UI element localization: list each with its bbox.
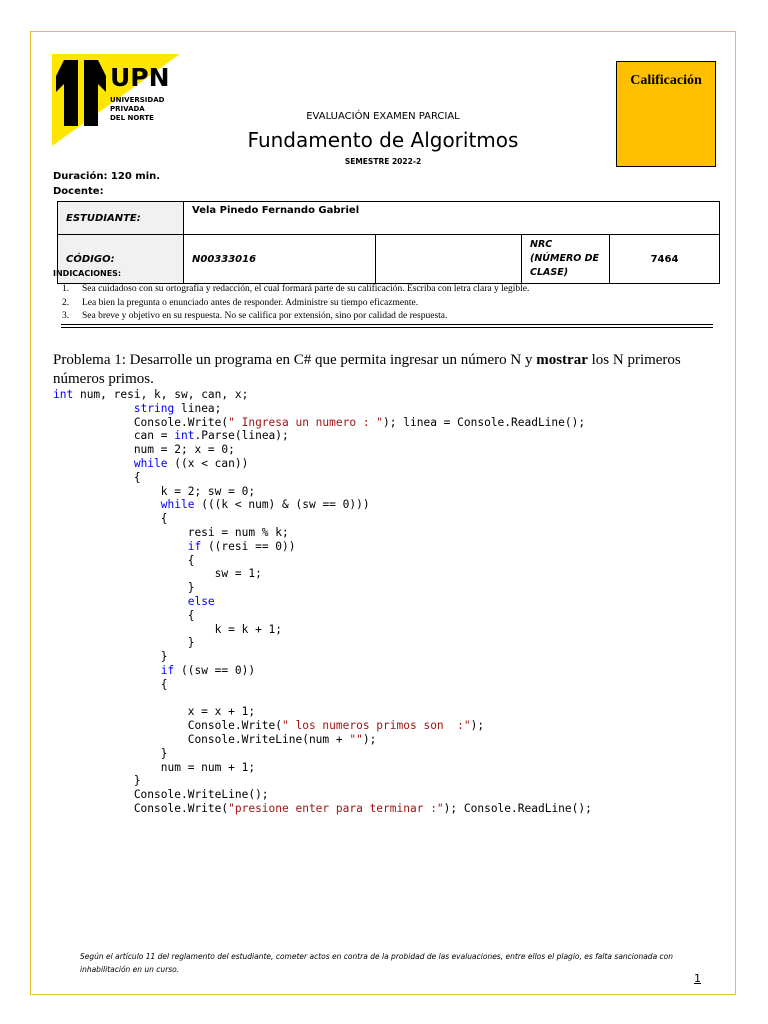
problem-bold-word: mostrar: [536, 352, 588, 368]
code-text: k = k + 1;: [53, 622, 283, 636]
empty-cell: [376, 235, 522, 284]
code-text: }: [53, 650, 168, 664]
logo-upn-text: UPN: [110, 63, 170, 92]
code-text: x = x + 1;: [53, 705, 256, 719]
code-line: [53, 802, 592, 816]
code-text: ((resi == 0)): [201, 539, 296, 553]
code-text: linea;: [174, 401, 222, 415]
code-text: [53, 402, 134, 415]
code-string: " Ingresa un numero : ": [228, 415, 384, 429]
instruction-number: 2.: [62, 297, 70, 308]
code-line: [53, 678, 592, 692]
code-text: );: [470, 719, 485, 733]
nrc-label: NRC (NÚMERO DE CLASE): [522, 235, 610, 284]
code-line: [53, 609, 592, 623]
code-text: (((k < num) & (sw == 0))): [194, 498, 370, 512]
code-text: }: [53, 581, 195, 595]
teacher-label: Docente:: [53, 186, 104, 197]
divider-line-top: [61, 324, 713, 325]
code-line: [53, 429, 592, 443]
code-line: [53, 719, 592, 733]
code-line: [53, 416, 592, 430]
code-text: k = 2; sw = 0;: [53, 484, 256, 498]
footer-note: Según el artículo 11 del reglamento del estudiante, cometer actos en contra de la probidad de las evaluaciones, entre ellos el plagio, es falta sancionada con inhabilitación en un curso.: [80, 952, 674, 974]
code-text: {: [53, 512, 168, 526]
code-line: [53, 788, 592, 802]
code-line: [53, 567, 592, 581]
divider-line-bottom: [61, 327, 713, 328]
code-text: num = 2; x = 0;: [53, 443, 235, 457]
problem-statement: [53, 351, 723, 389]
logo-line-1: UNIVERSIDAD: [110, 96, 165, 104]
duration-label: Duración: 120 min.: [53, 171, 161, 182]
code-keyword: if: [187, 539, 202, 553]
code-keyword: int: [174, 429, 195, 443]
code-line: [53, 623, 592, 637]
code-text: {: [53, 608, 195, 622]
problem-prefix: Problema 1: Desarrolle un programa en C# que permita ingresar un número N y: [53, 352, 537, 368]
code-text: .Parse(linea);: [194, 429, 289, 443]
code-line: [53, 471, 592, 485]
code-text: Console.Write(: [53, 719, 283, 733]
code-block: [53, 388, 592, 816]
code-line: [53, 747, 592, 761]
problem-suffix: los N primeros números primos.: [53, 352, 681, 387]
code-line: [53, 443, 592, 457]
code-text: {: [53, 677, 168, 691]
code-line: [53, 402, 592, 416]
code-text: num = num + 1;: [53, 760, 256, 774]
nrc-value: 7464: [610, 235, 720, 284]
code-line: [53, 485, 592, 499]
code-string: "": [349, 732, 363, 746]
code-label: CÓDIGO:: [58, 235, 184, 284]
course-title: Fundamento de Algoritmos: [247, 128, 519, 152]
student-label: ESTUDIANTE:: [58, 202, 184, 235]
code-keyword: else: [187, 594, 215, 608]
code-value: N00333016: [184, 235, 376, 284]
code-line: [53, 636, 592, 650]
code-line: [53, 526, 592, 540]
code-text: [53, 540, 188, 553]
instructions-list: [62, 283, 722, 324]
code-line: [53, 595, 592, 609]
code-text: Console.Write(: [53, 801, 229, 815]
instruction-item: [62, 297, 722, 311]
instruction-item: [62, 310, 722, 324]
logo-line-2: PRIVADA: [110, 105, 145, 113]
instructions-title: INDICACIONES:: [53, 269, 122, 278]
code-text: ((x < can)): [167, 456, 249, 470]
code-line: [53, 774, 592, 788]
eval-title: EVALUACIÓN EXAMEN PARCIAL: [306, 111, 460, 122]
grade-box: [616, 61, 716, 167]
code-keyword: int: [53, 388, 74, 401]
instruction-number: 1.: [62, 284, 70, 294]
code-text: can =: [53, 429, 175, 443]
code-text: }: [53, 746, 168, 760]
code-line: [53, 554, 592, 568]
instruction-text: Sea breve y objetivo en su respuesta. No se califica por extensión, sino por calidad de respuesta.: [82, 311, 448, 322]
instruction-item: [62, 283, 722, 297]
code-text: [53, 498, 161, 511]
code-text: num, resi, k, sw, can, x;: [73, 388, 249, 401]
code-line: [53, 650, 592, 664]
code-text: Console.Write(: [53, 415, 229, 429]
code-text: [53, 457, 134, 470]
code-line: [53, 388, 592, 402]
code-keyword: if: [160, 663, 175, 677]
instruction-text: Lea bien la pregunta o enunciado antes de responder. Administre su tiempo eficazmente.: [82, 297, 419, 308]
code-text: [53, 595, 188, 608]
grade-box-label: Calificación: [630, 73, 702, 88]
code-line: [53, 733, 592, 747]
code-text: sw = 1;: [53, 567, 262, 581]
code-text: {: [53, 553, 195, 567]
code-text: ); linea = Console.ReadLine();: [383, 415, 586, 429]
code-string: " los numeros primos son :": [282, 719, 471, 733]
code-string: "presione enter para terminar :": [228, 801, 444, 815]
code-keyword: string: [133, 401, 175, 415]
student-info-table: [57, 201, 720, 284]
code-text: ); Console.ReadLine();: [443, 801, 592, 815]
code-text: }: [53, 774, 141, 788]
page-number: 1: [694, 972, 701, 985]
student-name: Vela Pinedo Fernando Gabriel: [184, 202, 720, 235]
code-line: [53, 692, 592, 706]
code-keyword: while: [133, 456, 168, 470]
code-text: [53, 664, 161, 677]
semester-label: SEMESTRE 2022-2: [344, 157, 422, 166]
code-text: Console.WriteLine(num +: [53, 732, 350, 746]
instruction-text: Sea cuidadoso con su ortografía y redacción, el cual formará parte de su calificación. Escriba con letra clara y legible.: [82, 284, 530, 294]
code-line: [53, 498, 592, 512]
code-text: ((sw == 0)): [174, 663, 256, 677]
code-text: Console.WriteLine();: [53, 788, 269, 802]
code-keyword: while: [160, 498, 195, 512]
code-line: [53, 581, 592, 595]
code-line: [53, 540, 592, 554]
code-line: [53, 761, 592, 775]
instruction-number: 3.: [62, 311, 70, 322]
code-line: [53, 457, 592, 471]
code-line: [53, 512, 592, 526]
code-text: {: [53, 470, 141, 484]
code-text: }: [53, 636, 195, 650]
code-line: [53, 664, 592, 678]
code-text: resi = num % k;: [53, 525, 289, 539]
code-text: );: [362, 732, 377, 746]
logo-line-3: DEL NORTE: [110, 114, 154, 122]
code-line: [53, 705, 592, 719]
